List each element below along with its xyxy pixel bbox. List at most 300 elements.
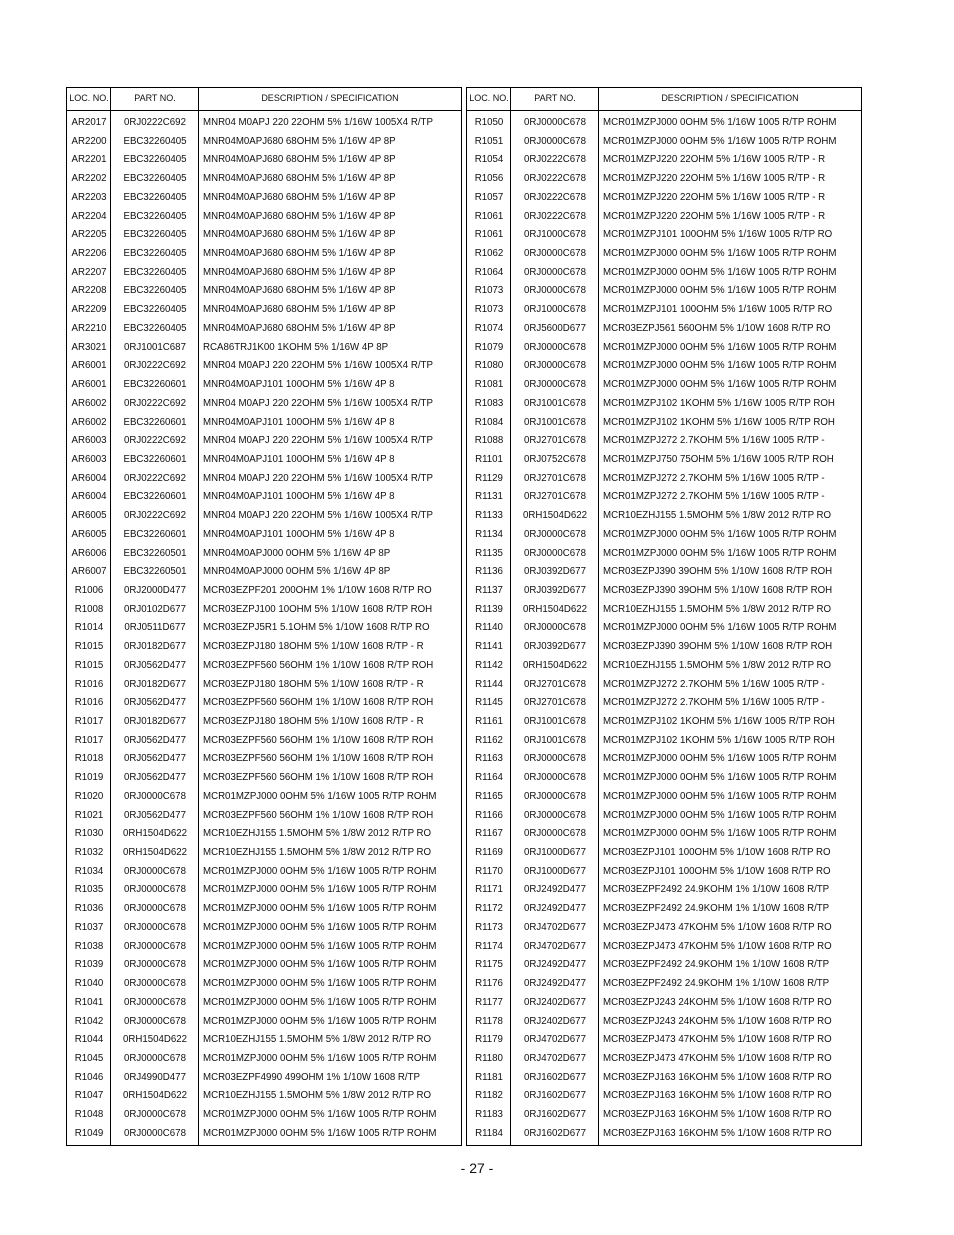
- table-row: [67, 114, 461, 133]
- part-no-cell: 0RJ0000C678: [524, 622, 586, 634]
- description-cell: MNR04M0APJ680 68OHM 5% 1/16W 4P 8P: [203, 322, 396, 334]
- part-no-cell: 0RJ2402D677: [524, 1015, 586, 1027]
- description-cell: MCR01MZPJ000 0OHM 5% 1/16W 1005 R/TP ROHM: [603, 360, 837, 372]
- loc-no-cell: R1184: [475, 1127, 503, 1139]
- table-row: [67, 713, 461, 732]
- part-no-cell: 0RJ2492D477: [524, 884, 586, 896]
- description-cell: MNR04M0APJ680 68OHM 5% 1/16W 4P 8P: [203, 229, 396, 241]
- part-no-cell: 0RJ4702D677: [524, 1052, 586, 1064]
- loc-no-cell: R1169: [475, 847, 503, 859]
- description-cell: MCR03EZPJ163 16KOHM 5% 1/10W 1608 R/TP RO: [603, 1127, 832, 1139]
- loc-no-cell: AR2205: [71, 229, 107, 241]
- part-no-cell: 0RJ0562D477: [124, 659, 186, 671]
- description-cell: MCR03EZPJ101 100OHM 5% 1/10W 1608 R/TP RO: [603, 865, 831, 877]
- table-row: [467, 1050, 861, 1069]
- table-row: [67, 264, 461, 283]
- table-row: [67, 619, 461, 638]
- part-no-cell: 0RJ2492D477: [524, 903, 586, 915]
- description-cell: MCR03EZPJ100 10OHM 5% 1/10W 1608 R/TP ROH: [203, 603, 433, 615]
- description-cell: MNR04M0APJ680 68OHM 5% 1/16W 4P 8P: [203, 210, 396, 222]
- loc-no-cell: R1142: [475, 659, 503, 671]
- description-cell: MCR01MZPJ220 22OHM 5% 1/16W 1005 R/TP - R: [603, 173, 826, 185]
- part-no-cell: 0RH1504D622: [122, 828, 188, 840]
- description-cell: MCR03EZPF560 56OHM 1% 1/10W 1608 R/TP ROH: [203, 753, 434, 765]
- description-cell: MCR10EZHJ155 1.5MOHM 5% 1/8W 2012 R/TP RO: [603, 603, 832, 615]
- loc-no-cell: R1020: [74, 790, 104, 802]
- loc-no-cell: AR6001: [71, 379, 107, 391]
- description-cell: MCR01MZPJ000 0OHM 5% 1/16W 1005 R/TP ROHM: [203, 940, 437, 952]
- part-no-cell: 0RJ0222C692: [124, 397, 186, 409]
- description-cell: MCR03EZPF560 56OHM 1% 1/10W 1608 R/TP ROH: [203, 697, 434, 709]
- loc-no-cell: R1180: [475, 1052, 503, 1064]
- loc-no-cell: R1048: [74, 1109, 104, 1121]
- loc-no-cell: R1166: [475, 809, 503, 821]
- loc-no-cell: R1034: [74, 865, 104, 877]
- loc-no-cell: R1171: [475, 884, 503, 896]
- part-no-cell: 0RJ0562D477: [124, 809, 186, 821]
- table-row: [67, 376, 461, 395]
- loc-no-cell: AR2203: [71, 191, 107, 203]
- table-row: [467, 676, 861, 695]
- part-no-cell: 0RJ0182D677: [124, 678, 186, 690]
- table-row: [67, 245, 461, 264]
- description-cell: MCR01MZPJ000 0OHM 5% 1/16W 1005 R/TP ROHM: [603, 341, 837, 353]
- loc-no-cell: AR2207: [71, 266, 107, 278]
- table-row: [67, 1125, 461, 1144]
- description-cell: MNR04M0APJ101 100OHM 5% 1/16W 4P 8: [203, 416, 395, 428]
- part-no-cell: 0RJ0000C678: [524, 528, 586, 540]
- part-no-cell: 0RJ0000C678: [524, 360, 586, 372]
- loc-no-cell: R1172: [475, 903, 503, 915]
- description-cell: MCR01MZPJ102 1KOHM 5% 1/16W 1005 R/TP ROH: [603, 716, 835, 727]
- description-cell: MCR01MZPJ000 0OHM 5% 1/16W 1005 R/TP ROHM: [603, 547, 837, 559]
- header-description: DESCRIPTION / SPECIFICATION: [261, 93, 399, 103]
- loc-no-cell: R1129: [475, 472, 503, 484]
- loc-no-cell: R1056: [474, 173, 504, 185]
- description-cell: MCR03EZPF560 56OHM 1% 1/10W 1608 R/TP ROH: [203, 659, 434, 671]
- part-no-cell: EBC32260601: [123, 453, 187, 465]
- part-no-cell: 0RH1504D622: [522, 510, 588, 522]
- part-no-cell: 0RJ1602D677: [524, 1127, 586, 1139]
- description-cell: MNR04M0APJ680 68OHM 5% 1/16W 4P 8P: [203, 135, 396, 147]
- description-cell: MCR01MZPJ000 0OHM 5% 1/16W 1005 R/TP ROHM: [603, 135, 837, 147]
- description-cell: MCR03EZPJ5R1 5.1OHM 5% 1/10W 1608 R/TP RO: [203, 622, 430, 634]
- table-row: [467, 1069, 861, 1088]
- loc-no-cell: R1141: [475, 641, 503, 653]
- loc-no-cell: R1041: [74, 996, 104, 1008]
- table-row: [467, 863, 861, 882]
- table-row: [467, 151, 861, 170]
- description-cell: MNR04M0APJ000 0OHM 5% 1/16W 4P 8P: [203, 547, 391, 559]
- part-no-cell: 0RJ0392D677: [524, 566, 586, 578]
- part-no-cell: 0RJ0000C678: [124, 940, 186, 952]
- description-cell: MCR01MZPJ000 0OHM 5% 1/16W 1005 R/TP ROHM: [603, 622, 837, 634]
- description-cell: MNR04M0APJ680 68OHM 5% 1/16W 4P 8P: [203, 304, 396, 316]
- loc-no-cell: AR2209: [71, 304, 107, 316]
- loc-no-cell: R1018: [74, 753, 104, 765]
- part-no-cell: 0RJ0562D477: [124, 772, 186, 784]
- table-row: [467, 133, 861, 152]
- part-no-cell: EBC32260405: [123, 285, 187, 297]
- table-row: [67, 151, 461, 170]
- loc-no-cell: R1057: [474, 191, 504, 203]
- part-no-cell: 0RJ0752C678: [524, 453, 586, 465]
- table-row: [67, 788, 461, 807]
- part-no-cell: 0RJ2000D477: [124, 584, 186, 596]
- loc-no-cell: R1164: [475, 772, 503, 784]
- part-no-cell: 0RJ0222C692: [124, 435, 186, 447]
- table-row: [467, 470, 861, 489]
- description-cell: MCR01MZPJ102 1KOHM 5% 1/16W 1005 R/TP ROH: [603, 397, 835, 409]
- description-cell: MCR01MZPJ000 0OHM 5% 1/16W 1005 R/TP ROHM: [603, 117, 837, 128]
- table-row: [67, 189, 461, 208]
- loc-no-cell: R1050: [474, 117, 504, 128]
- table-row: [467, 938, 861, 957]
- table-row: [67, 1087, 461, 1106]
- loc-no-cell: R1144: [475, 678, 503, 690]
- loc-no-cell: AR2201: [71, 154, 107, 166]
- loc-no-cell: R1173: [475, 921, 503, 933]
- loc-no-cell: R1021: [74, 809, 104, 821]
- table-row: [467, 208, 861, 227]
- table-row: [67, 844, 461, 863]
- description-cell: MCR01MZPJ220 22OHM 5% 1/16W 1005 R/TP - R: [603, 191, 826, 203]
- part-no-cell: EBC32260405: [123, 229, 187, 241]
- description-cell: MNR04M0APJ680 68OHM 5% 1/16W 4P 8P: [203, 248, 396, 260]
- table-row: [467, 545, 861, 564]
- table-row: [467, 919, 861, 938]
- part-no-cell: 0RJ0000C678: [524, 266, 586, 278]
- table-row: [467, 956, 861, 975]
- table-row: [67, 507, 461, 526]
- part-no-cell: 0RJ0222C678: [524, 173, 586, 185]
- description-cell: MCR01MZPJ101 100OHM 5% 1/16W 1005 R/TP RO: [603, 304, 833, 316]
- loc-no-cell: AR6002: [71, 397, 107, 409]
- table-row: [67, 170, 461, 189]
- loc-no-cell: R1015: [74, 659, 104, 671]
- loc-no-cell: AR6005: [71, 528, 107, 540]
- description-cell: MCR01MZPJ000 0OHM 5% 1/16W 1005 R/TP ROHM: [603, 753, 837, 765]
- part-no-cell: 0RH1504D622: [522, 659, 588, 671]
- description-cell: MNR04 M0APJ 220 22OHM 5% 1/16W 1005X4 R/TP: [203, 472, 433, 484]
- part-no-cell: EBC32260601: [123, 416, 187, 428]
- table-row: [467, 226, 861, 245]
- table-row: [467, 170, 861, 189]
- loc-no-cell: R1170: [475, 865, 503, 877]
- table-row: [467, 301, 861, 320]
- loc-no-cell: R1137: [475, 584, 503, 596]
- description-cell: MCR01MZPJ272 2.7KOHM 5% 1/16W 1005 R/TP -: [603, 491, 825, 503]
- part-no-cell: 0RJ1000D677: [524, 865, 586, 877]
- table-row: [67, 938, 461, 957]
- loc-no-cell: R1161: [475, 716, 503, 727]
- part-no-cell: 0RJ1001C678: [524, 734, 586, 746]
- table-row: [467, 975, 861, 994]
- description-cell: MCR03EZPF2492 24.9KOHM 1% 1/10W 1608 R/TP: [603, 884, 830, 896]
- description-cell: MCR01MZPJ000 0OHM 5% 1/16W 1005 R/TP ROHM: [203, 959, 437, 971]
- loc-no-cell: R1145: [475, 697, 503, 709]
- part-no-cell: 0RJ0000C678: [124, 978, 186, 990]
- table-row: [67, 488, 461, 507]
- description-cell: MCR03EZPJ101 100OHM 5% 1/10W 1608 R/TP RO: [603, 847, 831, 859]
- table-row: [467, 451, 861, 470]
- part-no-cell: 0RJ0222C692: [124, 360, 186, 372]
- table-row: [67, 975, 461, 994]
- description-cell: MNR04M0APJ000 0OHM 5% 1/16W 4P 8P: [203, 566, 391, 578]
- loc-no-cell: R1042: [74, 1015, 104, 1027]
- description-cell: MCR10EZHJ155 1.5MOHM 5% 1/8W 2012 R/TP RO: [603, 510, 832, 522]
- loc-no-cell: AR2200: [71, 135, 107, 147]
- table-row: [67, 470, 461, 489]
- loc-no-cell: R1101: [475, 453, 503, 465]
- part-no-cell: 0RJ0000C678: [524, 753, 586, 765]
- loc-no-cell: R1134: [475, 528, 503, 540]
- table-row: [467, 582, 861, 601]
- loc-no-cell: R1084: [474, 416, 504, 428]
- part-no-cell: EBC32260601: [123, 491, 187, 503]
- part-no-cell: 0RJ0000C678: [524, 285, 586, 297]
- part-no-cell: EBC32260405: [123, 173, 187, 185]
- description-cell: MCR01MZPJ000 0OHM 5% 1/16W 1005 R/TP ROHM: [203, 978, 437, 990]
- table-row: [67, 414, 461, 433]
- description-cell: MNR04M0APJ101 100OHM 5% 1/16W 4P 8: [203, 491, 395, 503]
- part-no-cell: 0RJ0222C678: [524, 154, 586, 166]
- table-row: [467, 507, 861, 526]
- description-cell: MCR03EZPF201 200OHM 1% 1/10W 1608 R/TP RO: [203, 584, 432, 596]
- part-no-cell: 0RJ0000C678: [124, 903, 186, 915]
- description-cell: MNR04 M0APJ 220 22OHM 5% 1/16W 1005X4 R/TP: [203, 397, 433, 409]
- loc-no-cell: R1016: [74, 697, 104, 709]
- description-cell: MCR01MZPJ000 0OHM 5% 1/16W 1005 R/TP ROHM: [203, 1052, 437, 1064]
- part-no-cell: 0RJ2492D477: [524, 959, 586, 971]
- table-row: [467, 769, 861, 788]
- description-cell: MCR03EZPJ390 39OHM 5% 1/10W 1608 R/TP ROH: [603, 566, 833, 578]
- table-row: [467, 376, 861, 395]
- part-no-cell: 0RJ2701C678: [524, 697, 586, 709]
- table-row: [67, 732, 461, 751]
- part-no-cell: 0RJ0000C678: [124, 959, 186, 971]
- loc-no-cell: R1088: [474, 435, 504, 447]
- loc-no-cell: R1014: [74, 622, 104, 634]
- loc-no-cell: R1016: [74, 678, 104, 690]
- part-no-cell: 0RJ1000C678: [524, 304, 586, 316]
- loc-no-cell: R1062: [474, 248, 504, 260]
- loc-no-cell: R1015: [74, 641, 104, 653]
- description-cell: MCR03EZPJ390 39OHM 5% 1/10W 1608 R/TP ROH: [603, 584, 833, 596]
- description-cell: MCR01MZPJ000 0OHM 5% 1/16W 1005 R/TP ROHM: [603, 790, 837, 802]
- table-row: [67, 432, 461, 451]
- table-row: [67, 750, 461, 769]
- loc-no-cell: R1074: [474, 322, 504, 334]
- part-no-cell: 0RJ2701C678: [524, 472, 586, 484]
- description-cell: RCA86TRJ1K00 1KOHM 5% 1/16W 4P 8P: [203, 341, 389, 353]
- description-cell: MCR03EZPF2492 24.9KOHM 1% 1/10W 1608 R/TP: [603, 978, 830, 990]
- loc-no-cell: R1165: [475, 790, 503, 802]
- header-part-no: PART NO.: [534, 93, 576, 103]
- table-row: [67, 563, 461, 582]
- table-body: [67, 114, 461, 1144]
- table-row: [467, 357, 861, 376]
- part-no-cell: 0RJ0000C678: [124, 1127, 186, 1139]
- table-row: [467, 563, 861, 582]
- description-cell: MCR03EZPF560 56OHM 1% 1/10W 1608 R/TP ROH: [203, 809, 434, 821]
- description-cell: MCR03EZPJ473 47KOHM 5% 1/10W 1608 R/TP RO: [603, 940, 832, 952]
- part-no-cell: 0RJ0000C678: [124, 790, 186, 802]
- description-cell: MCR01MZPJ102 1KOHM 5% 1/16W 1005 R/TP ROH: [603, 416, 835, 428]
- loc-no-cell: R1136: [475, 566, 503, 578]
- description-cell: MCR03EZPJ180 18OHM 5% 1/10W 1608 R/TP - R: [203, 678, 424, 690]
- loc-no-cell: R1035: [74, 884, 104, 896]
- part-no-cell: 0RJ0222C678: [524, 210, 586, 222]
- table-row: [67, 863, 461, 882]
- loc-no-cell: R1040: [74, 978, 104, 990]
- part-no-cell: 0RJ0000C678: [124, 884, 186, 896]
- table-body: [467, 114, 861, 1144]
- part-no-cell: 0RJ0000C678: [124, 996, 186, 1008]
- description-cell: MCR01MZPJ102 1KOHM 5% 1/16W 1005 R/TP ROH: [603, 734, 835, 746]
- table-row: [67, 694, 461, 713]
- description-cell: MCR01MZPJ000 0OHM 5% 1/16W 1005 R/TP ROHM: [603, 248, 837, 260]
- header-part-no: PART NO.: [134, 93, 176, 103]
- table-row: [467, 526, 861, 545]
- description-cell: MNR04 M0APJ 220 22OHM 5% 1/16W 1005X4 R/TP: [203, 360, 433, 372]
- part-no-cell: 0RJ2701C678: [524, 678, 586, 690]
- description-cell: MCR01MZPJ000 0OHM 5% 1/16W 1005 R/TP ROHM: [203, 903, 437, 915]
- description-cell: MCR03EZPJ390 39OHM 5% 1/10W 1608 R/TP ROH: [603, 641, 833, 653]
- table-row: [467, 264, 861, 283]
- table-row: [467, 114, 861, 133]
- part-no-cell: 0RJ0000C678: [124, 1015, 186, 1027]
- table-row: [467, 1087, 861, 1106]
- description-cell: MCR01MZPJ000 0OHM 5% 1/16W 1005 R/TP ROHM: [203, 921, 437, 933]
- description-cell: MCR01MZPJ750 75OHM 5% 1/16W 1005 R/TP ROH: [603, 453, 834, 465]
- table-row: [467, 900, 861, 919]
- part-no-cell: 0RJ1000C678: [524, 229, 586, 241]
- part-no-cell: 0RJ1001C678: [524, 716, 586, 727]
- loc-no-cell: AR6007: [71, 566, 107, 578]
- loc-no-cell: R1006: [74, 584, 104, 596]
- table-row: [467, 432, 861, 451]
- table-row: [467, 750, 861, 769]
- table-row: [67, 451, 461, 470]
- table-row: [467, 488, 861, 507]
- description-cell: MCR01MZPJ000 0OHM 5% 1/16W 1005 R/TP ROHM: [203, 790, 437, 802]
- table-row: [467, 395, 861, 414]
- part-no-cell: EBC32260501: [123, 566, 187, 578]
- part-no-cell: EBC32260405: [123, 304, 187, 316]
- table-row: [67, 825, 461, 844]
- loc-no-cell: R1080: [474, 360, 504, 372]
- description-cell: MNR04M0APJ680 68OHM 5% 1/16W 4P 8P: [203, 285, 396, 297]
- table-row: [67, 657, 461, 676]
- table-row: [67, 638, 461, 657]
- loc-no-cell: R1030: [74, 828, 104, 840]
- part-no-cell: 0RH1504D622: [122, 1034, 188, 1046]
- description-cell: MCR01MZPJ000 0OHM 5% 1/16W 1005 R/TP ROHM: [603, 285, 837, 297]
- description-cell: MNR04 M0APJ 220 22OHM 5% 1/16W 1005X4 R/TP: [203, 435, 433, 447]
- description-cell: MCR01MZPJ000 0OHM 5% 1/16W 1005 R/TP ROHM: [603, 379, 837, 391]
- part-no-cell: 0RJ0222C692: [124, 117, 186, 128]
- description-cell: MNR04M0APJ101 100OHM 5% 1/16W 4P 8: [203, 379, 395, 391]
- loc-no-cell: R1133: [475, 510, 503, 522]
- description-cell: MCR03EZPF4990 499OHM 1% 1/10W 1608 R/TP: [203, 1071, 420, 1083]
- description-cell: MNR04M0APJ680 68OHM 5% 1/16W 4P 8P: [203, 266, 396, 278]
- loc-no-cell: R1064: [474, 266, 504, 278]
- loc-no-cell: AR2017: [71, 117, 107, 128]
- description-cell: MCR10EZHJ155 1.5MOHM 5% 1/8W 2012 R/TP RO: [203, 1090, 432, 1102]
- description-cell: MCR01MZPJ272 2.7KOHM 5% 1/16W 1005 R/TP -: [603, 678, 825, 690]
- description-cell: MCR01MZPJ000 0OHM 5% 1/16W 1005 R/TP ROHM: [603, 828, 837, 840]
- description-cell: MCR01MZPJ272 2.7KOHM 5% 1/16W 1005 R/TP -: [603, 697, 825, 709]
- part-no-cell: 0RJ0000C678: [124, 921, 186, 933]
- part-no-cell: 0RJ0000C678: [524, 809, 586, 821]
- part-no-cell: 0RH1504D622: [522, 603, 588, 615]
- table-row: [67, 601, 461, 620]
- loc-no-cell: R1139: [475, 603, 503, 615]
- part-no-cell: 0RJ0000C678: [524, 117, 586, 128]
- description-cell: MCR01MZPJ000 0OHM 5% 1/16W 1005 R/TP ROHM: [203, 884, 437, 896]
- part-no-cell: EBC32260405: [123, 154, 187, 166]
- part-no-cell: 0RJ1602D677: [524, 1109, 586, 1121]
- part-no-cell: 0RJ0562D477: [124, 734, 186, 746]
- loc-no-cell: R1061: [474, 210, 504, 222]
- part-no-cell: 0RJ4702D677: [524, 940, 586, 952]
- part-no-cell: 0RJ0562D477: [124, 753, 186, 765]
- description-cell: MNR04 M0APJ 220 22OHM 5% 1/16W 1005X4 R/TP: [203, 510, 433, 522]
- table-row: [67, 1013, 461, 1032]
- table-row: [67, 226, 461, 245]
- part-no-cell: 0RJ2701C678: [524, 491, 586, 503]
- description-cell: MCR10EZHJ155 1.5MOHM 5% 1/8W 2012 R/TP RO: [203, 847, 432, 859]
- table-row: [67, 807, 461, 826]
- part-no-cell: 0RJ0000C678: [524, 790, 586, 802]
- part-no-cell: 0RJ0000C678: [524, 828, 586, 840]
- description-cell: MCR01MZPJ220 22OHM 5% 1/16W 1005 R/TP - R: [603, 210, 826, 222]
- part-no-cell: 0RJ5600D677: [524, 322, 586, 334]
- loc-no-cell: R1081: [474, 379, 504, 391]
- table-row: [467, 1031, 861, 1050]
- description-cell: MCR03EZPJ180 18OHM 5% 1/10W 1608 R/TP - R: [203, 641, 424, 653]
- part-no-cell: 0RJ1602D677: [524, 1071, 586, 1083]
- loc-no-cell: R1174: [475, 940, 503, 952]
- table-header: [467, 88, 861, 111]
- part-no-cell: EBC32260601: [123, 379, 187, 391]
- loc-no-cell: R1044: [74, 1034, 104, 1046]
- loc-no-cell: R1017: [74, 734, 104, 746]
- part-no-cell: 0RJ2402D677: [524, 996, 586, 1008]
- description-cell: MCR10EZHJ155 1.5MOHM 5% 1/8W 2012 R/TP RO: [603, 659, 832, 671]
- loc-no-cell: R1051: [474, 135, 504, 147]
- table-row: [467, 994, 861, 1013]
- description-cell: MNR04M0APJ680 68OHM 5% 1/16W 4P 8P: [203, 191, 396, 203]
- part-no-cell: 0RJ0392D677: [524, 641, 586, 653]
- loc-no-cell: R1032: [74, 847, 104, 859]
- part-no-cell: 0RJ0000C678: [524, 547, 586, 559]
- description-cell: MCR01MZPJ220 22OHM 5% 1/16W 1005 R/TP - R: [603, 154, 826, 166]
- header-description: DESCRIPTION / SPECIFICATION: [661, 93, 799, 103]
- loc-no-cell: R1017: [74, 716, 104, 727]
- description-cell: MCR10EZHJ155 1.5MOHM 5% 1/8W 2012 R/TP RO: [203, 1034, 432, 1046]
- table-row: [67, 545, 461, 564]
- table-row: [467, 619, 861, 638]
- description-cell: MCR01MZPJ000 0OHM 5% 1/16W 1005 R/TP ROHM: [603, 266, 837, 278]
- loc-no-cell: AR2208: [71, 285, 107, 297]
- loc-no-cell: AR3021: [71, 341, 107, 353]
- table-row: [467, 339, 861, 358]
- part-no-cell: 0RJ0000C678: [524, 379, 586, 391]
- description-cell: MNR04M0APJ101 100OHM 5% 1/16W 4P 8: [203, 453, 395, 465]
- description-cell: MCR01MZPJ101 100OHM 5% 1/16W 1005 R/TP RO: [603, 229, 833, 241]
